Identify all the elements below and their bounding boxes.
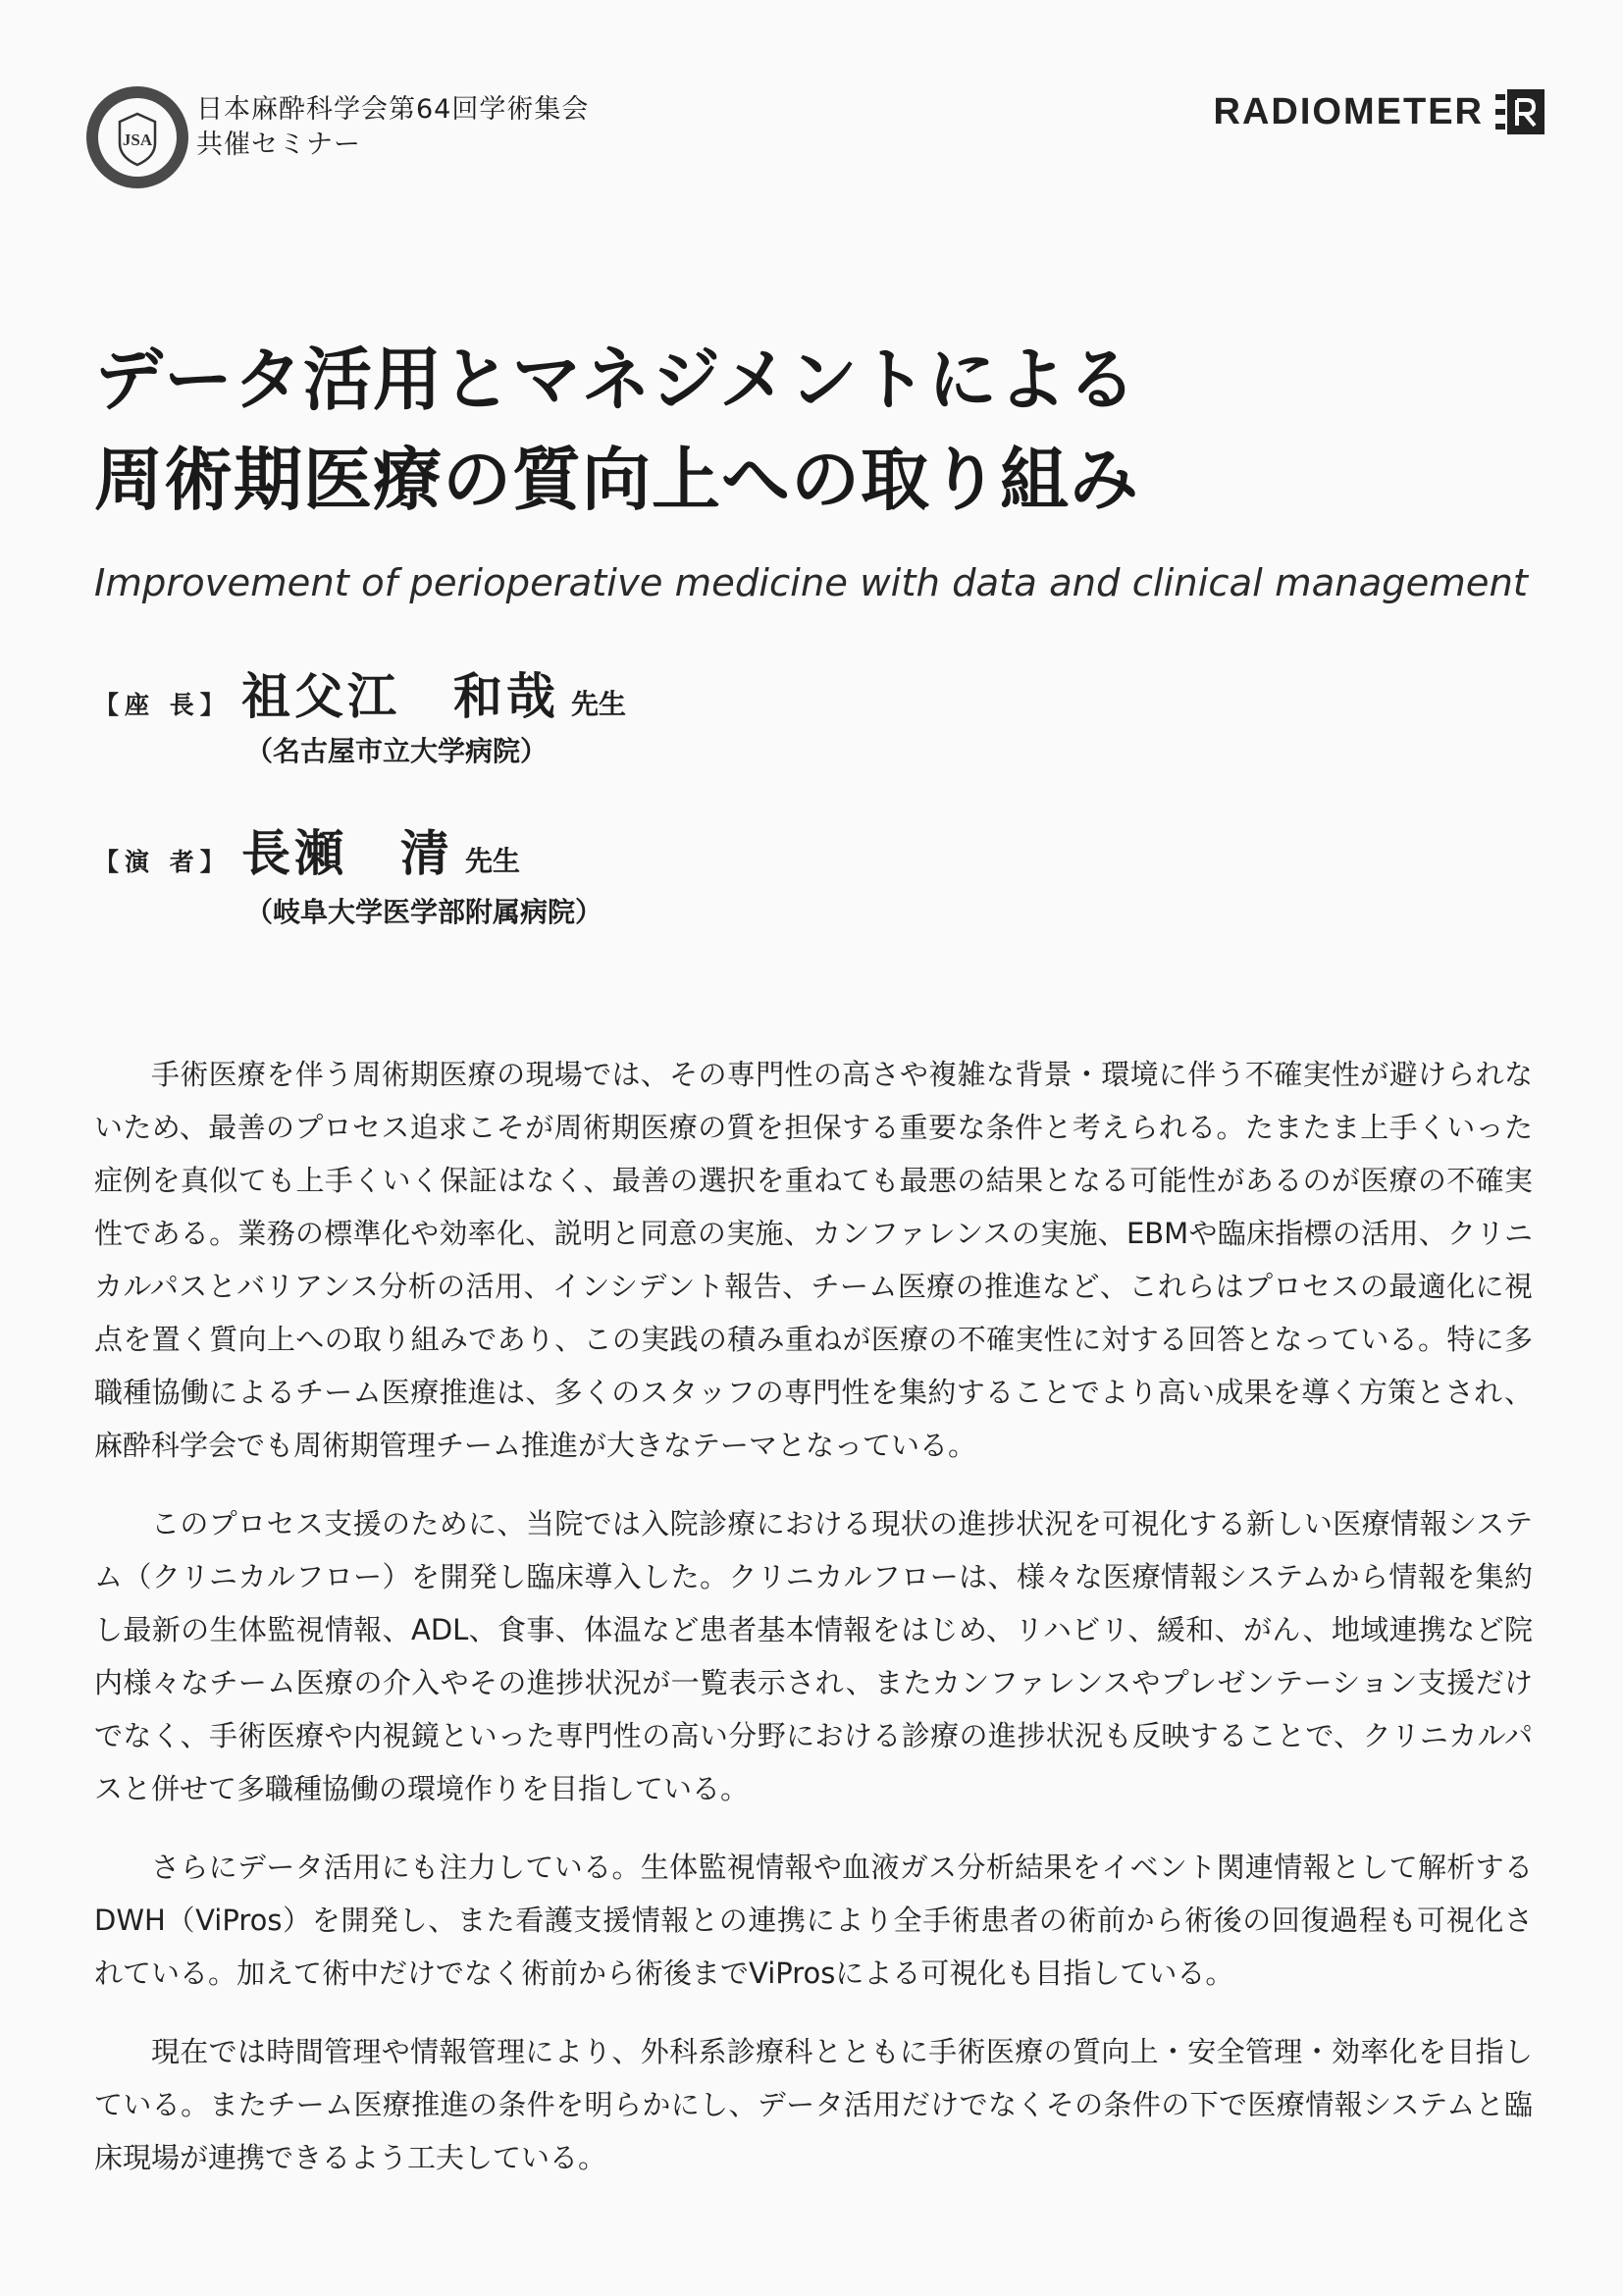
chair-label: 【座 長】 [94,691,231,719]
chair-name: 祖父江 和哉 [241,668,559,725]
paragraph-4: 現在では時間管理や情報管理により、外科系診療科とともに手術医療の質向上・安全管理・効率化を目指している。またチーム医療推進の条件を明らかにし、データ活用だけでなくその条件の下で医療情報システムと臨床現場が連携できるよう工夫している。 [94,2035,1533,2174]
title-line-2: 周術期医療の質向上への取り組み [94,440,1139,520]
seminar-title [94,330,1566,530]
paragraph-3: さらにデータ活用にも注力している。生体監視情報や血液ガス分析結果をイベント関連情報として解析するDWH（ViPros）を開発し、また看護支援情報との連携により全手術患者の術前から術後の回復過程も可視化されている。加えて術中だけでなく術前から術後までViProsによる可視化も目指している。 [94,1851,1533,1990]
jsa-logo-text: JSA [122,130,153,149]
paragraph-1: 手術医療を伴う周術期医療の現場では、その専門性の高さや複雑な背景・環境に伴う不確実性が避けられないため、最善のプロセス追求こそが周術期医療の質を担保する重要な条件と考えられる。たまたま上手くいった症例を真似ても上手くいく保証はなく、最善の選択を重ねても最悪の結果となる可能性があるのが医療の不確実性である。業務の標準化や効率化、説明と同意の実施、カンファレンスの実施、EBMや臨床指標の活用、クリニカルパスとバリアンス分析の活用、インシデント報告、チーム医療の推進など、これらはプロセスの最適化に視点を置く質向上への取り組みであり、この実践の積み重ねが医療の不確実性に対する回答となっている。特に多職種協働によるチーム医療推進は、多くのスタッフの専門性を集約することでより高い成果を導く方策とされ、麻酔科学会でも周術期管理チーム推進が大きなテーマとなっている。 [94,1058,1533,1462]
society-line-1: 日本麻酔科学会第64回学術集会 [196,94,590,125]
speaker-affiliation: （岐阜大学医学部附属病院） [245,896,603,928]
speaker-row [94,814,520,885]
abstract-body [94,1048,1533,2210]
chair-affiliation: （名古屋市立大学病院） [245,735,549,767]
chair-row [94,657,626,728]
speaker-label: 【演 者】 [94,848,231,876]
paragraph-2: このプロセス支援のために、当院では入院診療における現状の進捗状況を可視化する新しい医療情報システム（クリニカルフロー）を開発し臨床導入した。クリニカルフローは、様々な医療情報システムから情報を集約し最新の生体監視情報、ADL、食事、体温など患者基本情報をはじめ、リハビリ、緩和、がん、地域連携など院内様々なチーム医療の介入やその進捗状況が一覧表示され、またカンファレンスやプレゼンテーション支援だけでなく、手術医療や内視鏡といった専門性の高い分野における診療の進捗状況も反映することで、クリニカルパスと併せて多職種協働の環境作りを目指している。 [94,1507,1533,1805]
society-line-2: 共催セミナー [196,130,361,160]
sponsor-name: RADIOMETER [1213,90,1484,132]
jsa-logo-icon [82,82,192,192]
radiometer-mark-icon [1493,86,1548,137]
english-title: Improvement of perioperative medicine with data and clinical management [94,561,1528,605]
title-line-1: データ活用とマネジメントによる [94,339,1137,420]
speaker-suffix: 先生 [465,845,521,877]
speaker-name: 長瀬 清 [241,825,453,882]
sponsor-logo [1214,86,1548,137]
society-info [196,92,589,163]
chair-suffix: 先生 [571,688,627,720]
